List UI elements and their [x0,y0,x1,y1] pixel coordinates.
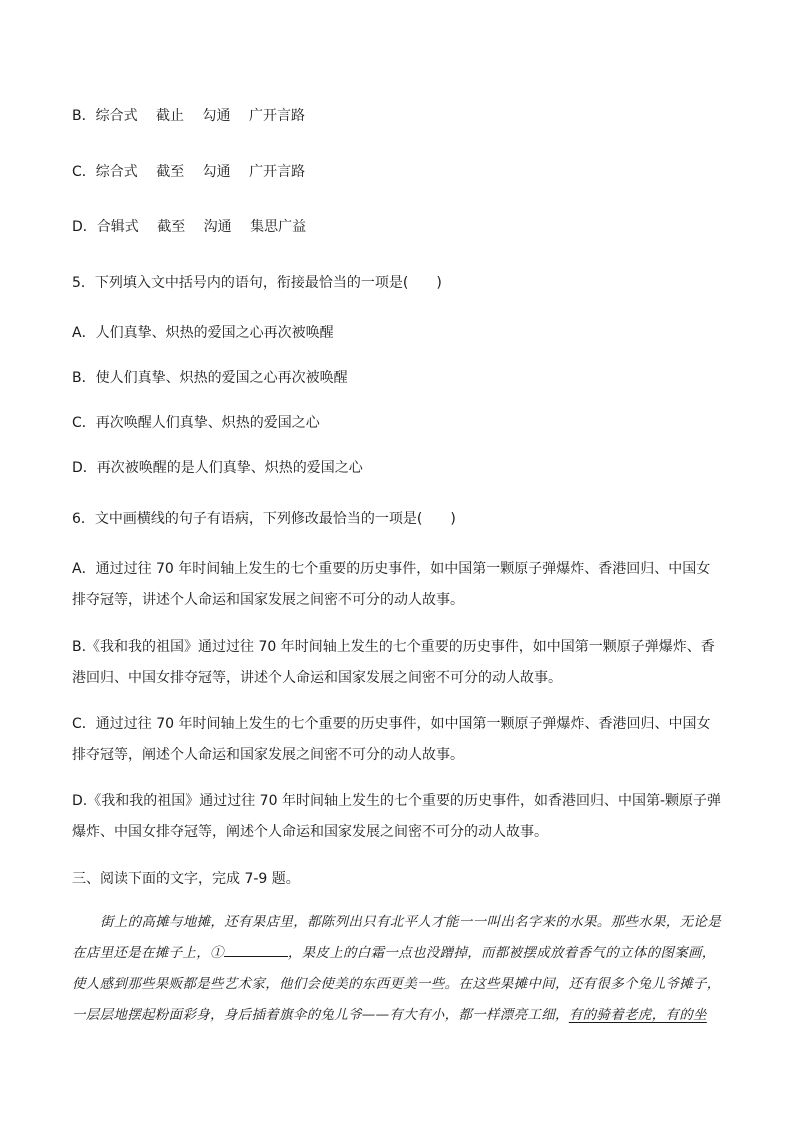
q5-option-a: A．人们真挚、炽热的爱国之心再次被唤醒 [72,325,334,341]
q6-stem: 6．文中画横线的句子有语病，下列修改最恰当的一项是( ) [72,511,456,527]
q5-option-c: C．再次唤醒人们真挚、炽热的爱国之心 [72,415,320,431]
underlined-sentence: 有的骑着老虎，有的坐 [568,1007,707,1023]
reading-passage [72,907,726,1031]
blank-marker: ① [210,945,224,961]
q6-option-d: D.《我和我的祖国》通过过往 70 年时间轴上发生的七个重要的历史事件，如香港回归、中国第-颗原子弹爆炸、中国女排夺冠等，阐述个人命运和国家发展之间密不可分的动人故事。 [72,793,721,840]
q4-option-c: C．综合式 截至 勾通 广开言路 [72,164,306,180]
q5-option-b: B．使人们真挚、炽热的爱国之心再次被唤醒 [72,370,348,386]
q4-option-b: B．综合式 截止 勾通 广开言路 [72,108,305,124]
q5-option-d: D．再次被唤醒的是人们真挚、炽热的爱国之心 [72,460,363,476]
section3-heading: 三、阅读下面的文字，完成 7-9 题。 [72,871,300,887]
q6-option-b: B.《我和我的祖国》通过过往 70 年时间轴上发生的七个重要的历史事件，如中国第一颗原子弹爆炸、香港回归、中国女排夺冠等，讲述个人命运和国家发展之间密不可分的动人故事。 [72,639,715,686]
q5-stem: 5．下列填入文中括号内的语句，衔接最恰当的一项是( ) [72,275,442,291]
q6-option-c: C．通过过往 70 年时间轴上发生的七个重要的历史事件，如中国第一颗原子弹爆炸、香港回归、中国女排夺冠等，阐述个人命运和国家发展之间密不可分的动人故事。 [72,716,711,763]
q4-option-d: D．合辑式 截至 沟通 集思广益 [72,219,307,235]
fill-in-blank [224,940,288,957]
passage-text-1: 街上的高摊与地摊，还有果店里，都陈列出只有北平人才能一一叫出名字来的水果。那些水果，无论是在店里还是在摊子上， [72,914,721,961]
q6-option-a: A．通过过往 70 年时间轴上发生的七个重要的历史事件，如中国第一颗原子弹爆炸、香港回归、中国女排夺冠等，讲述个人命运和国家发展之间密不可分的动人故事。 [72,561,711,608]
passage-text-2: ，果皮上的白霜一点也没蹭掉，而都被摆成放着香气的立体的图案画，使人感到那些果贩都是些艺术家，他们会使美的东西更美一些。在这些果摊中间，还有很多个兔儿爷摊子，一层层地摆起粉面彩身，身后插着旗伞的兔儿爷——有大有小，都一样漂亮工细， [72,945,721,1023]
